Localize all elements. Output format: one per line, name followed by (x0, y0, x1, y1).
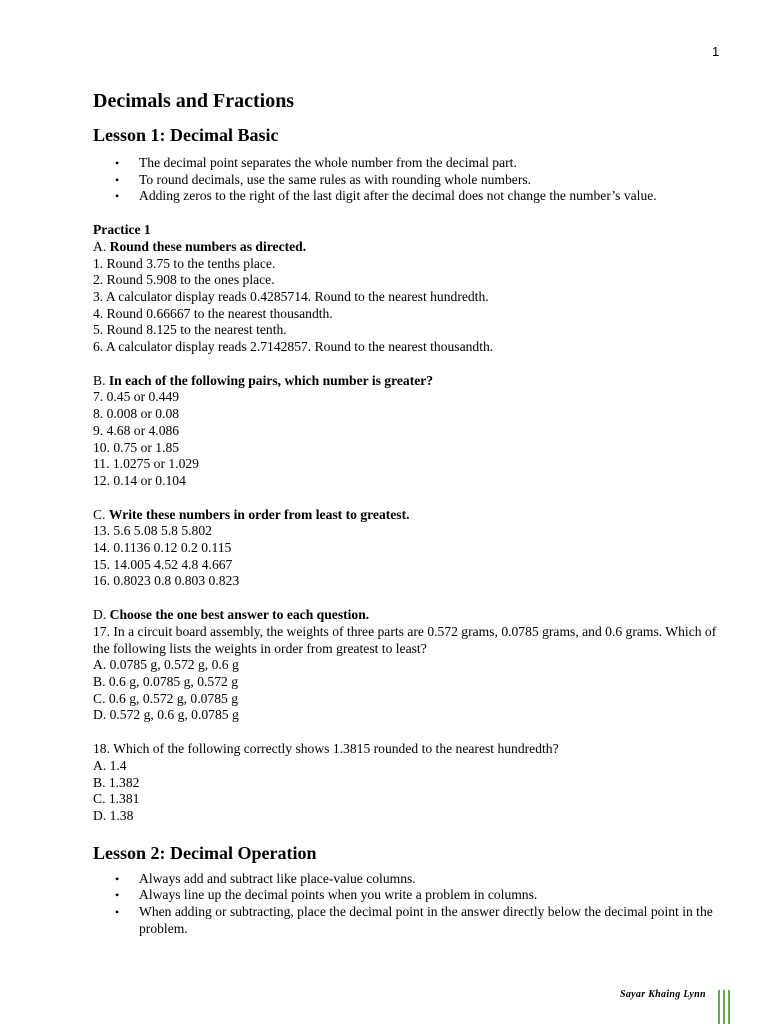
question-item: 6. A calculator display reads 2.7142857. Round to the nearest thousandth. (93, 339, 494, 355)
author-signature: Sayar Khaing Lynn (620, 989, 706, 1000)
bullet-icon: • (115, 189, 120, 204)
question-item: 12. 0.14 or 0.104 (93, 472, 186, 488)
lesson1-heading: Lesson 1: Decimal Basic (93, 125, 279, 145)
section-c (93, 507, 723, 591)
practice-title: Practice 1 (93, 222, 151, 238)
decorative-bars-icon (718, 990, 732, 1024)
bullet-icon: • (115, 871, 120, 886)
section-heading: C. Write these numbers in order from least to greatest. (93, 506, 410, 522)
question-item: 14. 0.1136 0.12 0.2 0.115 (93, 540, 232, 556)
bullet-icon: • (115, 172, 120, 187)
question-item: 5. Round 8.125 to the nearest tenth. (93, 322, 287, 338)
bullet-icon: • (115, 905, 120, 920)
section-d (93, 607, 723, 824)
answer-option: A. 0.0785 g, 0.572 g, 0.6 g (93, 657, 239, 673)
answer-option: D. 1.38 (93, 807, 134, 823)
question-item: 2. Round 5.908 to the ones place. (93, 272, 275, 288)
question-item: 11. 1.0275 or 1.029 (93, 456, 199, 472)
answer-option: D. 0.572 g, 0.6 g, 0.0785 g (93, 707, 239, 723)
lesson1-bullet-list (93, 155, 723, 205)
answer-option: C. 1.381 (93, 791, 140, 807)
answer-option: C. 0.6 g, 0.572 g, 0.0785 g (93, 690, 239, 706)
question-item: 8. 0.008 or 0.08 (93, 406, 180, 422)
lesson2-heading: Lesson 2: Decimal Operation (93, 842, 317, 863)
section-b (93, 373, 723, 490)
question-item: 16. 0.8023 0.8 0.803 0.823 (93, 573, 240, 589)
bar (723, 990, 725, 1024)
list-item: • When adding or subtracting, place the decimal point in the answer directly below the decimal point in the problem. (115, 904, 713, 936)
question-item: 10. 0.75 or 1.85 (93, 439, 180, 455)
question-item: 15. 14.005 4.52 4.8 4.667 (93, 556, 233, 572)
question-item: 13. 5.6 5.08 5.8 5.802 (93, 523, 212, 539)
list-item: • To round decimals, use the same rules as with rounding whole numbers. (115, 171, 532, 187)
list-item: • The decimal point separates the whole number from the decimal part. (115, 155, 517, 170)
question-item: 17. In a circuit board assembly, the weights of three parts are 0.572 grams, 0.0785 grams, and 0.6 grams. Which of the following lists the weights in order from greatest to least? (93, 623, 717, 656)
bullet-icon: • (115, 888, 120, 903)
list-item: • Always line up the decimal points when you write a problem in columns. (115, 887, 538, 903)
question-item: 3. A calculator display reads 0.4285714. Round to the nearest hundredth. (93, 288, 489, 304)
document-body (93, 88, 723, 937)
page-number: 1 (712, 44, 720, 59)
bullet-icon: • (115, 156, 120, 170)
question-item: 1. Round 3.75 to the tenths place. (93, 255, 276, 271)
lesson2-bullet-list (93, 871, 723, 938)
question-item: 7. 0.45 or 0.449 (93, 389, 180, 405)
question-item: 4. Round 0.66667 to the nearest thousandth. (93, 305, 333, 321)
answer-option: B. 1.382 (93, 774, 140, 790)
section-heading: B. In each of the following pairs, which number is greater? (93, 372, 434, 388)
document-title: Decimals and Fractions (93, 90, 295, 112)
question-item: 9. 4.68 or 4.086 (93, 422, 180, 438)
section-heading: D. Choose the one best answer to each question. (93, 607, 370, 623)
list-item: • Adding zeros to the right of the last digit after the decimal does not change the number’s value. (115, 188, 657, 204)
bar (718, 990, 720, 1024)
answer-option: B. 0.6 g, 0.0785 g, 0.572 g (93, 673, 239, 689)
section-heading: A. Round these numbers as directed. (93, 238, 307, 254)
question-item: 18. Which of the following correctly shows 1.3815 rounded to the nearest hundredth? (93, 741, 559, 757)
section-a (93, 239, 723, 356)
list-item: • Always add and subtract like place-value columns. (115, 870, 416, 886)
answer-option: A. 1.4 (93, 757, 127, 773)
bar (728, 990, 730, 1024)
